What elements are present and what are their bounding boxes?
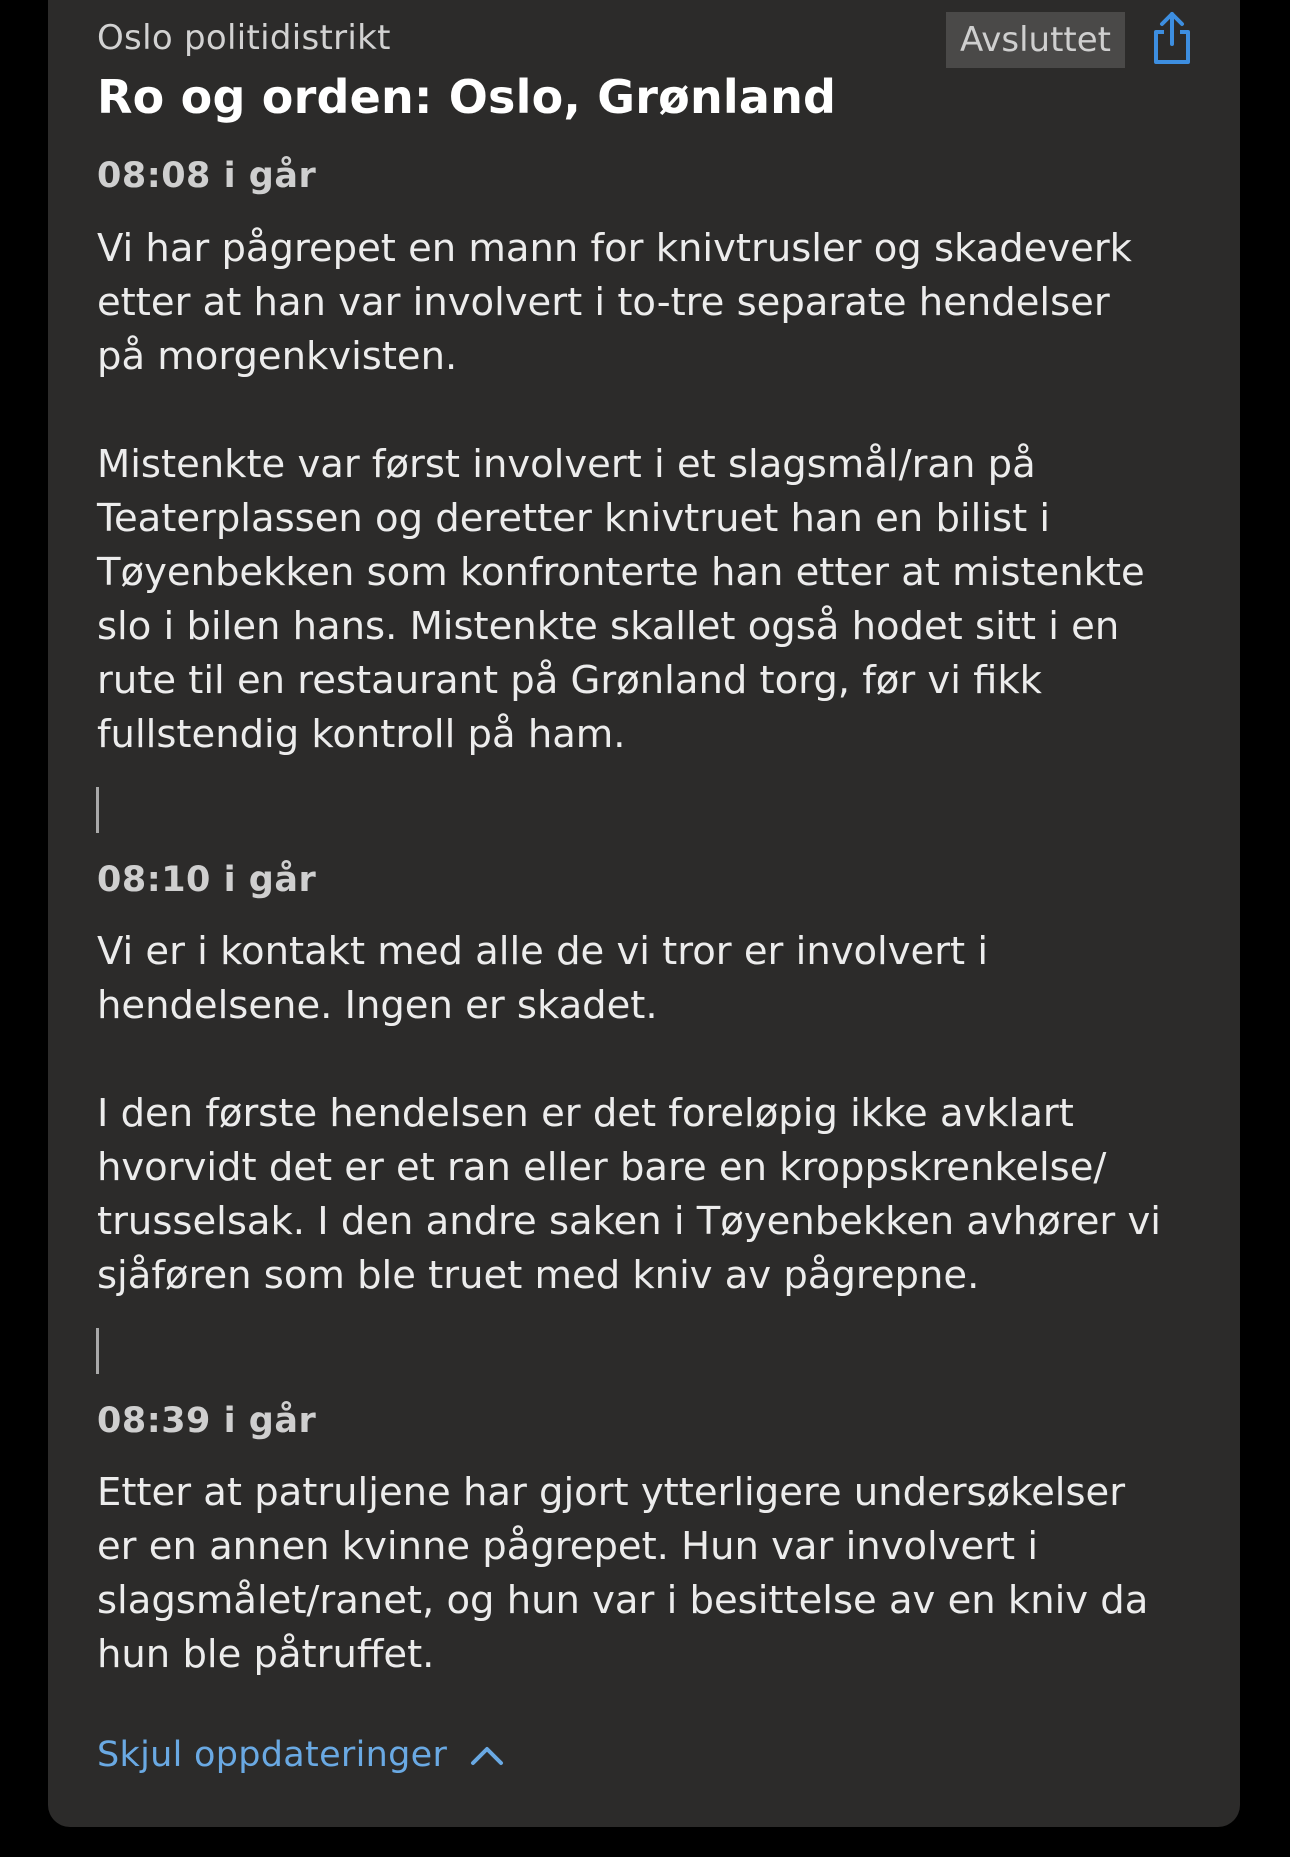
incident-title: Ro og orden: Oslo, Grønland (97, 70, 837, 124)
text-line: Etter at patruljene har gjort ytterligere undersøkelser (97, 1470, 1126, 1515)
update-paragraph (97, 1466, 1237, 1682)
timeline-divider (96, 787, 99, 833)
text-line: slagsmålet/ranet, og hun var i besittelse av en kniv da (97, 1578, 1149, 1623)
text-line: Tøyenbekken som konfronterte han etter at mistenkte (97, 550, 1145, 595)
text-line: Teaterplassen og deretter knivtruet han en bilist i (97, 496, 1051, 541)
update-paragraph (97, 1087, 1237, 1303)
update-paragraph (97, 222, 1237, 384)
text-line: slo i bilen hans. Mistenkte skallet også hodet sitt i en (97, 604, 1120, 649)
hide-updates-button[interactable] (97, 1730, 505, 1780)
update-time: 08:08 i går (97, 156, 317, 196)
text-line: etter at han var involvert i to-tre separate hendelser (97, 280, 1110, 325)
district-label: Oslo politidistrikt (97, 18, 391, 58)
text-line: I den første hendelsen er det foreløpig ikke avklart (97, 1091, 1074, 1136)
chevron-up-icon (469, 1743, 505, 1767)
text-line: Vi har pågrepet en mann for knivtrusler og skadeverk (97, 226, 1132, 271)
text-line: trusselsak. I den andre saken i Tøyenbekken avhører vi (97, 1199, 1161, 1244)
text-line: fullstendig kontroll på ham. (97, 712, 626, 757)
text-line: sjåføren som ble truet med kniv av pågrepne. (97, 1253, 980, 1298)
update-time: 08:39 i går (97, 1401, 317, 1441)
update-paragraph (97, 925, 1237, 1033)
text-line: rute til en restaurant på Grønland torg, før vi fikk (97, 658, 1042, 703)
text-line: hendelsene. Ingen er skadet. (97, 983, 658, 1028)
incident-card (48, 0, 1240, 1827)
text-line: hun ble påtruffet. (97, 1632, 435, 1677)
text-line: er en annen kvinne pågrepet. Hun var involvert i (97, 1524, 1039, 1569)
text-line: Vi er i kontakt med alle de vi tror er involvert i (97, 929, 989, 974)
update-time: 08:10 i går (97, 860, 317, 900)
hide-updates-label: Skjul oppdateringer (97, 1735, 448, 1775)
text-line: på morgenkvisten. (97, 334, 458, 379)
update-paragraph (97, 438, 1237, 762)
status-badge: Avsluttet (946, 12, 1125, 68)
text-line: Mistenkte var først involvert i et slagsmål/ran på (97, 442, 1036, 487)
timeline-divider (96, 1328, 99, 1374)
share-button[interactable] (1148, 10, 1196, 66)
share-icon (1148, 10, 1196, 66)
text-line: hvorvidt det er et ran eller bare en kroppskrenkelse/ (97, 1145, 1107, 1190)
